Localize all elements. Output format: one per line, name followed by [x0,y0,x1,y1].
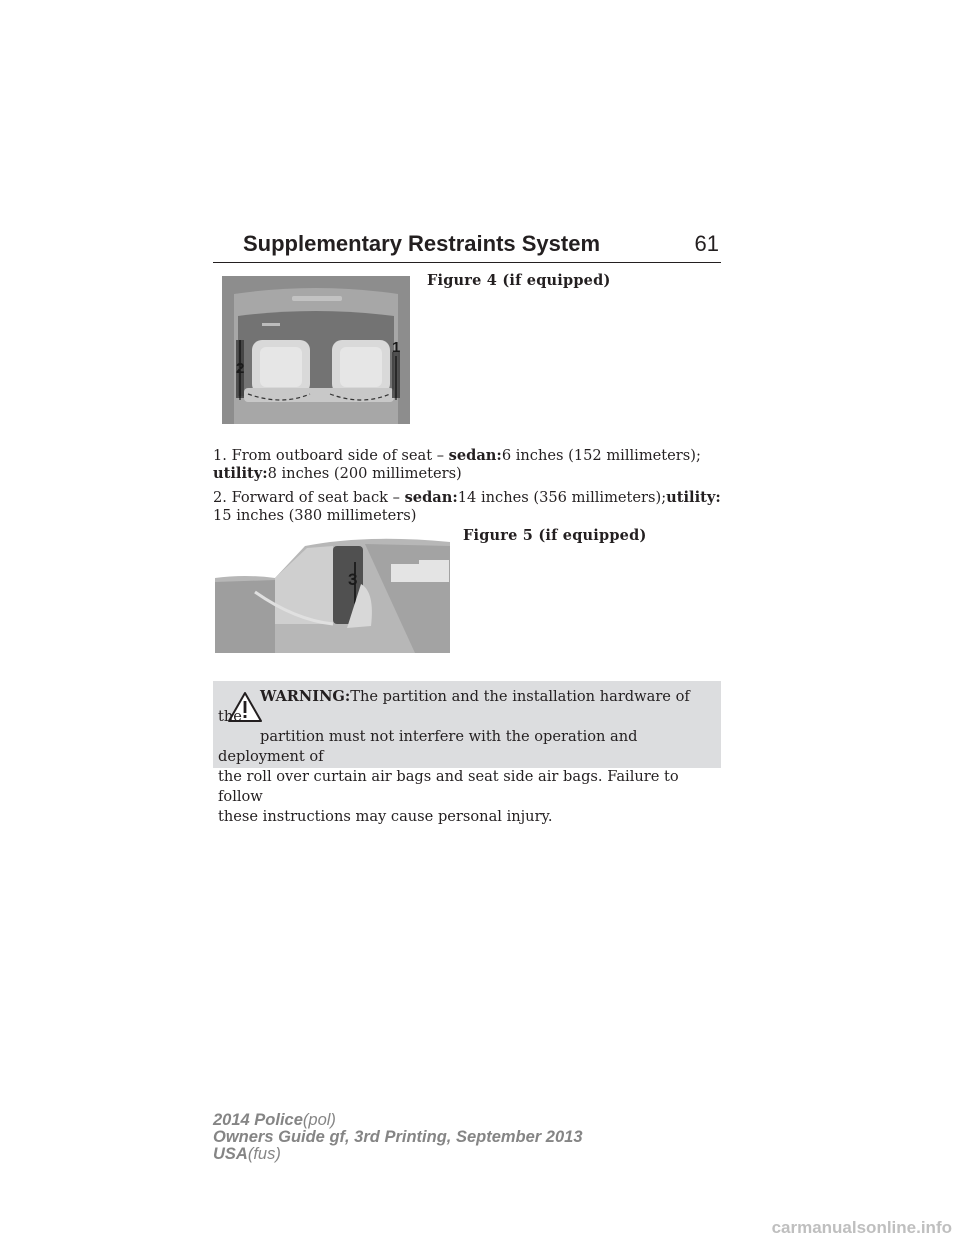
section-title: Supplementary Restraints System [243,231,601,256]
watermark: carmanualsonline.info [771,1218,952,1237]
page-number: 61 [694,231,719,256]
page-header [213,228,721,263]
figure-4-caption: Figure 4 (if equipped) [427,272,611,289]
figure-5-caption: Figure 5 (if equipped) [463,527,647,544]
footer-model: 2014 Police [213,1111,303,1129]
page-footer [213,1112,583,1163]
footer-market: USA [213,1145,248,1163]
warning-text: WARNING:The partition and the installation hardware of the partition must not interfere with the operation and deployment of the roll over curtain air bags and seat side air bags. Failure to follow these instructions may cause personal injury. [218,688,690,825]
callout-1-label: 1 [392,339,401,356]
figure-4-rear-seat-illustration [222,276,410,424]
item-2-text: 2. Forward of seat back – sedan:14 inches (356 millimeters);utility: 15 inches (380 millimeters) [213,489,721,524]
footer-model-code: (pol) [302,1111,336,1129]
callout-2-label: 2 [236,360,245,377]
footer-market-code: (fus) [247,1145,281,1163]
figure-5-side-curtain-illustration [215,532,450,653]
warning-label: WARNING: [260,688,351,705]
footer-guide: Owners Guide gf, 3rd Printing, September 2013 [213,1128,583,1146]
callout-3-label: 3 [348,570,358,589]
item-1-text: 1. From outboard side of seat – sedan:6 inches (152 millimeters); utility:8 inches (200 millimeters) [213,447,701,482]
warning-box [213,681,721,825]
